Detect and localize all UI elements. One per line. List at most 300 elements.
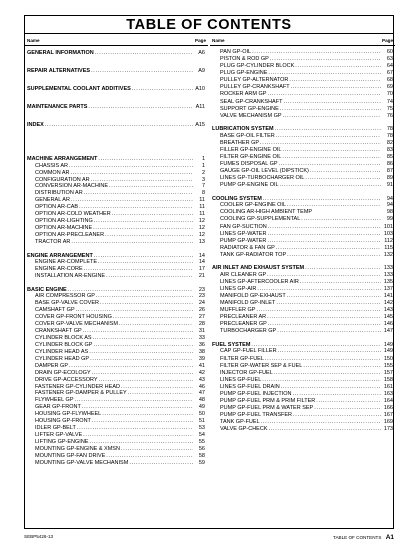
dot-leader	[270, 56, 381, 63]
toc-entry[interactable]	[27, 197, 205, 204]
toc-entry-label: PLUG GP-ENGINE	[220, 70, 268, 77]
toc-entry[interactable]	[212, 419, 393, 426]
toc-entry-page: 69	[386, 84, 393, 91]
page-title: TABLE OF CONTENTS	[126, 17, 292, 33]
toc-entry-label: CHASSIS AR	[35, 162, 69, 169]
toc-entry-page: 78	[386, 126, 393, 133]
toc-entry[interactable]	[212, 49, 393, 56]
toc-entry-page: 147	[383, 328, 393, 335]
toc-entry-page: 94	[386, 195, 393, 202]
toc-entry-page: 112	[384, 237, 393, 244]
toc-entry-page: 173	[383, 426, 393, 433]
toc-entry[interactable]	[212, 216, 393, 223]
toc-entry[interactable]	[27, 377, 205, 384]
toc-entry-page: A15	[195, 122, 205, 128]
left-column-header	[25, 35, 208, 46]
dot-leader	[84, 190, 193, 197]
right-column-header	[210, 35, 395, 46]
toc-entry[interactable]	[212, 286, 393, 293]
dot-leader	[314, 405, 381, 412]
dot-leader	[71, 197, 193, 204]
toc-entry-page: 99	[386, 216, 393, 223]
toc-entry-label: PAN GP-OIL	[220, 49, 252, 55]
toc-entry[interactable]	[212, 398, 393, 405]
footer-section: TABLE OF CONTENTS	[332, 535, 382, 540]
dot-leader	[257, 286, 381, 293]
toc-entry[interactable]	[212, 91, 393, 98]
toc-entry-page: 78	[386, 132, 393, 139]
toc-entry-label: MOUNTING GP-VALVE MECHANISM	[35, 459, 129, 466]
toc-entry-label: TANK GP-FUEL	[220, 419, 260, 426]
page-header: Page	[195, 38, 206, 43]
dot-leader	[84, 266, 193, 273]
dot-leader	[287, 252, 381, 259]
toc-entry[interactable]	[212, 328, 393, 335]
dot-leader	[261, 419, 381, 426]
toc-entry-label: OPTION AR-MACHINE	[35, 225, 93, 232]
toc-entry[interactable]	[27, 328, 205, 335]
toc-entry-page: 1	[201, 156, 205, 162]
toc-entry[interactable]	[212, 168, 393, 175]
toc-entry-label: PISTON & ROD GP	[220, 56, 269, 63]
toc-entry-label: COVER GP-VALVE MECHANISM	[35, 320, 118, 327]
toc-entry-page: 38	[198, 348, 205, 355]
toc-entry[interactable]	[27, 342, 205, 349]
dot-leader	[256, 307, 381, 314]
toc-entry[interactable]	[212, 412, 393, 419]
dot-leader	[267, 272, 381, 279]
dot-leader	[45, 122, 193, 129]
dot-leader	[276, 300, 381, 307]
toc-entry-label: LINES GP-FUEL DRAIN	[220, 383, 280, 390]
toc-entry[interactable]	[212, 307, 393, 314]
toc-entry-label: COOLER GP-ENGINE OIL	[220, 202, 287, 209]
toc-entry-page: 21	[198, 273, 205, 280]
toc-entry[interactable]	[212, 77, 393, 84]
toc-entry-page: 149	[383, 348, 393, 355]
toc-entry-label: FLYWHEEL GP	[35, 397, 74, 404]
toc-entry[interactable]	[212, 252, 393, 259]
toc-entry-label: ENGINE ARRANGEMENT	[27, 252, 93, 259]
toc-entry[interactable]	[27, 211, 205, 218]
toc-entry[interactable]	[27, 293, 205, 300]
title-bar	[25, 16, 393, 34]
toc-entry-page: 76	[386, 112, 393, 119]
dot-leader	[77, 425, 193, 432]
toc-entry[interactable]	[27, 390, 205, 397]
toc-entry-label: CONVERSION AR-MACHINE	[35, 183, 109, 190]
toc-entry-label: BREATHER GP	[220, 139, 260, 146]
dot-leader	[129, 460, 193, 467]
toc-entry[interactable]	[27, 259, 205, 266]
dot-leader	[98, 259, 193, 266]
toc-entry-label: LINES GP-WATER	[220, 230, 267, 237]
toc-entry-page: 1	[201, 162, 205, 169]
toc-entry-label: FILLER GP-ENGINE OIL	[220, 146, 282, 153]
dot-leader	[89, 439, 193, 446]
toc-entry[interactable]	[212, 384, 393, 391]
toc-entry[interactable]	[212, 175, 393, 182]
dot-leader	[280, 182, 381, 189]
toc-entry-page: 49	[198, 404, 205, 411]
toc-entry-label: GENERAL AR	[35, 197, 70, 204]
toc-entry[interactable]	[27, 177, 205, 184]
dot-leader	[283, 99, 381, 106]
toc-entry[interactable]	[212, 245, 393, 252]
toc-entry-page: 2	[201, 169, 205, 176]
dot-leader	[267, 314, 381, 321]
dot-leader	[295, 63, 381, 70]
dot-leader	[303, 363, 381, 370]
toc-entry[interactable]	[27, 335, 205, 342]
toc-entry[interactable]	[27, 218, 205, 225]
dot-leader	[93, 342, 193, 349]
toc-entry-label: PLUG GP-CYLINDER BLOCK	[220, 63, 295, 70]
toc-entry-label: GEAR GP-FRONT	[35, 404, 81, 411]
toc-entry[interactable]	[212, 426, 393, 433]
toc-entry-page: A10	[195, 86, 205, 92]
toc-entry[interactable]	[212, 391, 393, 398]
dot-leader	[280, 106, 381, 113]
dot-leader	[89, 349, 193, 356]
toc-entry-page: 75	[386, 105, 393, 112]
toc-entry-label: TRACTOR AR	[35, 239, 71, 246]
toc-entry-label: CYLINDER HEAD GP	[35, 355, 90, 362]
toc-entry[interactable]	[212, 106, 393, 113]
toc-entry-page: 149	[383, 341, 393, 348]
toc-entry-page: 70	[386, 91, 393, 98]
toc-entry[interactable]	[212, 84, 393, 91]
dot-leader	[69, 163, 193, 170]
dot-leader	[95, 50, 193, 57]
toc-entry[interactable]	[212, 314, 393, 321]
toc-entry-page: 115	[384, 244, 393, 251]
dot-leader	[287, 293, 381, 300]
toc-entry-label: ENGINE AR-CORE	[35, 266, 83, 273]
toc-entry[interactable]	[27, 266, 205, 273]
toc-entry[interactable]	[212, 238, 393, 245]
toc-entry[interactable]	[27, 446, 205, 453]
toc-entry-label: OPTION AR-COLD WEATHER	[35, 211, 111, 218]
dot-leader	[300, 279, 381, 286]
toc-entry-label: INDEX	[27, 122, 44, 128]
dot-leader	[281, 384, 381, 391]
toc-entry-label: CAP GP-FUEL FILLER	[220, 348, 277, 355]
toc-entry-page: 14	[198, 252, 205, 259]
toc-entry-page: 137	[383, 286, 393, 292]
footer-page-number: A1	[385, 534, 394, 541]
toc-entry[interactable]	[212, 70, 393, 77]
toc-entry-page: 12	[198, 232, 205, 239]
toc-entry-page: 98	[386, 209, 393, 216]
toc-entry-page: 82	[386, 139, 393, 146]
toc-entry-page: A6	[198, 50, 205, 56]
dot-leader	[79, 204, 193, 211]
dot-leader	[265, 356, 381, 363]
dot-leader	[310, 168, 381, 175]
toc-entry-page: 157	[383, 369, 393, 376]
toc-entry[interactable]	[212, 113, 393, 120]
toc-entry[interactable]	[27, 356, 205, 363]
toc-entry[interactable]	[212, 209, 393, 216]
toc-entry-page: 51	[198, 418, 205, 425]
toc-entry-page: 43	[198, 376, 205, 383]
toc-entry-label: OPTION AR-LIGHTING	[35, 218, 93, 225]
dot-leader	[92, 418, 193, 425]
toc-entry-label: AIR CLEANER GP	[220, 271, 267, 278]
toc-entry[interactable]	[212, 370, 393, 377]
dot-leader	[96, 293, 193, 300]
toc-entry[interactable]	[212, 348, 393, 355]
toc-entry-page: 11	[199, 211, 205, 218]
toc-entry[interactable]	[212, 182, 393, 189]
toc-entry-page: 54	[198, 432, 205, 439]
toc-entry-label: DISTRIBUTION AR	[35, 190, 83, 197]
toc-entry-label: CYLINDER HEAD AS	[35, 348, 89, 355]
toc-entry-label: CONFIGURATION AR	[35, 176, 90, 183]
dot-leader	[91, 177, 193, 184]
toc-section-heading[interactable]	[27, 86, 205, 93]
toc-entry-label: INJECTOR GP-FUEL	[220, 369, 273, 376]
toc-entry[interactable]	[27, 363, 205, 370]
dot-leader	[99, 377, 193, 384]
toc-entry[interactable]	[27, 384, 205, 391]
toc-entry-label: REPAIR ALTERNATIVES	[27, 68, 91, 74]
toc-entry[interactable]	[212, 377, 393, 384]
toc-entry-label: MOUNTING GP-FAN DRIVE	[35, 453, 106, 459]
toc-entry-label: COOLING SYSTEM	[212, 195, 262, 202]
toc-entry-label: MAINTENANCE PARTS	[27, 104, 88, 110]
toc-entry[interactable]	[27, 460, 205, 467]
dot-leader	[109, 183, 193, 190]
dot-leader	[71, 239, 193, 246]
toc-entry-page: 86	[386, 161, 393, 168]
toc-entry-label: PULLEY GP-CRANKSHAFT	[220, 84, 290, 91]
toc-section-heading[interactable]	[27, 104, 205, 111]
toc-frame	[24, 15, 394, 529]
toc-entry-page: 87	[386, 168, 393, 175]
toc-entry[interactable]	[212, 272, 393, 279]
toc-entry-page: 142	[383, 300, 393, 307]
toc-entry-page: 42	[198, 369, 205, 376]
toc-entry[interactable]	[27, 232, 205, 239]
toc-entry-label: FASTENER GP-CYLINDER HEAD	[35, 383, 120, 390]
dot-leader	[119, 321, 193, 328]
toc-entry-label: VALVE GP-CHECK	[220, 426, 268, 433]
toc-entry-page: 83	[386, 146, 393, 153]
toc-entry[interactable]	[212, 231, 393, 238]
toc-entry-label: FUMES DISPOSAL GP	[220, 161, 278, 168]
toc-entry-page: 167	[383, 412, 393, 419]
toc-entry[interactable]	[212, 300, 393, 307]
toc-entry-page: 161	[383, 383, 393, 390]
toc-entry[interactable]	[27, 307, 205, 314]
toc-entry-label: BASE GP-OIL FILTER	[220, 132, 275, 139]
toc-entry-label: COMMON AR	[35, 169, 70, 176]
toc-entry[interactable]	[212, 140, 393, 147]
toc-entry-page: 59	[198, 459, 205, 466]
dot-leader	[301, 216, 381, 223]
toc-section-heading[interactable]	[27, 50, 205, 57]
toc-entry-label: VALVE MECHANISM GP	[220, 112, 282, 119]
toc-entry-page: 28	[198, 320, 205, 327]
dot-leader	[112, 211, 193, 218]
dot-leader	[283, 113, 381, 120]
toc-entry-label: FILTER GP-WATER SEP & FUEL	[220, 362, 303, 369]
dot-leader	[105, 232, 193, 239]
toc-entry[interactable]	[27, 425, 205, 432]
dot-leader	[91, 68, 193, 75]
toc-entry[interactable]	[27, 225, 205, 232]
toc-entry-page: 53	[198, 425, 205, 432]
toc-entry[interactable]	[212, 356, 393, 363]
toc-entry[interactable]	[27, 349, 205, 356]
toc-entry-page: 11	[199, 197, 205, 204]
dot-leader	[276, 133, 381, 140]
name-header: Name	[212, 38, 225, 43]
toc-entry[interactable]	[27, 397, 205, 404]
dot-leader	[106, 273, 193, 280]
dot-leader	[279, 161, 381, 168]
toc-entry-label: COVER GP-FRONT HOUSING	[35, 314, 112, 320]
toc-entry-label: PUMP GP-FUEL INJECTION	[220, 390, 292, 397]
toc-entry-page: 89	[386, 175, 393, 182]
toc-entry[interactable]	[212, 321, 393, 328]
toc-entry-page: 26	[198, 307, 205, 314]
toc-entry-page: 145	[383, 314, 393, 321]
toc-entry-label: MOUNTING GP-ENGINE & XMSN	[35, 446, 120, 453]
toc-entry[interactable]	[27, 314, 205, 321]
dot-leader	[132, 86, 193, 93]
toc-entry[interactable]	[212, 279, 393, 286]
toc-entry-page: 23	[198, 293, 205, 300]
toc-entry[interactable]	[27, 418, 205, 425]
toc-entry[interactable]	[212, 202, 393, 209]
toc-entry[interactable]	[212, 293, 393, 300]
toc-entry[interactable]	[27, 411, 205, 418]
toc-entry-label: BASIC ENGINE	[27, 286, 67, 293]
toc-entry[interactable]	[27, 170, 205, 177]
toc-entry[interactable]	[212, 63, 393, 70]
toc-entry-page: 143	[383, 307, 393, 314]
toc-entry[interactable]	[27, 163, 205, 170]
toc-entry-page: 12	[198, 218, 205, 225]
toc-entry-label: FILTER GP-FUEL	[220, 355, 264, 362]
dot-leader	[267, 238, 381, 245]
dot-leader	[305, 175, 381, 182]
dot-leader	[128, 390, 193, 397]
dot-leader	[121, 384, 193, 391]
toc-entry[interactable]	[212, 147, 393, 154]
dot-leader	[92, 370, 193, 377]
toc-entry-page: 103	[383, 230, 393, 237]
toc-entry[interactable]	[27, 183, 205, 190]
toc-entry-page: 24	[198, 300, 205, 307]
toc-entry-page: 146	[383, 321, 393, 328]
toc-entry-label: LINES GP-TURBOCHARGER OIL	[220, 175, 305, 182]
dot-leader	[71, 170, 193, 177]
toc-entry[interactable]	[27, 370, 205, 377]
toc-entry[interactable]	[212, 133, 393, 140]
toc-entry[interactable]	[27, 273, 205, 280]
dot-leader	[277, 328, 381, 335]
toc-section-heading[interactable]	[27, 122, 205, 129]
toc-entry[interactable]	[27, 300, 205, 307]
toc-entry-label: PUMP GP-WATER	[220, 237, 267, 244]
toc-entry-page: 63	[386, 56, 393, 63]
toc-entry[interactable]	[27, 439, 205, 446]
dot-leader	[69, 363, 193, 370]
toc-entry-label: SUPPORT GP-ENGINE	[220, 105, 279, 112]
toc-entry[interactable]	[212, 99, 393, 106]
toc-entry[interactable]	[27, 404, 205, 411]
toc-entry[interactable]	[212, 56, 393, 63]
dot-leader	[76, 307, 193, 314]
toc-entry-label: INSTALLATION AR-ENGINE	[35, 273, 106, 280]
toc-entry[interactable]	[27, 321, 205, 328]
dot-leader	[293, 391, 381, 398]
dot-leader	[88, 104, 193, 111]
toc-entry-page: 135	[383, 278, 393, 285]
toc-entry-page: 17	[198, 266, 205, 273]
name-header: Name	[27, 38, 40, 43]
toc-section-heading[interactable]	[27, 68, 205, 75]
toc-entry-page: 64	[386, 63, 393, 70]
dot-leader	[260, 140, 381, 147]
toc-entry-page: 14	[198, 259, 205, 266]
toc-entry-label: GENERAL INFORMATION	[27, 50, 94, 56]
toc-entry-page: 163	[383, 390, 393, 397]
toc-entry-label: CYLINDER BLOCK AS	[35, 334, 92, 341]
toc-entry[interactable]	[27, 190, 205, 197]
toc-entry-label: CAMSHAFT GP	[35, 307, 75, 314]
toc-entry-page: 158	[383, 376, 393, 383]
toc-entry-label: SUPPLEMENTAL COOLANT ADDITIVES	[27, 86, 131, 92]
toc-entry[interactable]	[27, 239, 205, 246]
toc-entry-page: 164	[383, 398, 393, 405]
toc-entry[interactable]	[27, 204, 205, 211]
toc-entry-label: AIR COMPRESSOR GP	[35, 293, 95, 300]
toc-entry-label: MUFFLER GP	[220, 307, 256, 314]
toc-entry[interactable]	[212, 224, 393, 231]
toc-entry[interactable]	[27, 453, 205, 460]
toc-entry-page: 48	[198, 397, 205, 404]
toc-entry-label: RADIATOR & FAN GP	[220, 244, 275, 251]
toc-entry-label: PUMP GP-FUEL PRM & WATER SEP	[220, 405, 314, 412]
dot-leader	[268, 224, 381, 231]
toc-entry[interactable]	[212, 161, 393, 168]
page-header: Page	[382, 38, 393, 43]
toc-entry-page: 31	[198, 327, 205, 334]
toc-entry-page: 46	[198, 383, 205, 390]
toc-entry-page: 85	[386, 153, 393, 160]
toc-entry-label: CRANKSHAFT GP	[35, 327, 82, 334]
toc-entry-label: TURBOCHARGER GP	[220, 328, 277, 335]
toc-entry-label: LUBRICATION SYSTEM	[212, 126, 274, 133]
toc-entry[interactable]	[212, 405, 393, 412]
dot-leader	[106, 453, 193, 460]
toc-entry[interactable]	[212, 363, 393, 370]
toc-entry-label: PULLEY GP-ALTERNATOR	[220, 77, 289, 84]
toc-entry-label: SEAL GP-CRANKSHAFT	[220, 98, 283, 105]
dot-leader	[291, 84, 381, 91]
toc-entry[interactable]	[27, 432, 205, 439]
toc-entry[interactable]	[212, 154, 393, 161]
toc-entry-label: LINES GP-FUEL	[220, 376, 262, 383]
toc-entry-page: 74	[386, 98, 393, 105]
dot-leader	[267, 231, 381, 238]
toc-entry-label: FASTENER GP-DAMPER & PULLEY	[35, 390, 127, 397]
